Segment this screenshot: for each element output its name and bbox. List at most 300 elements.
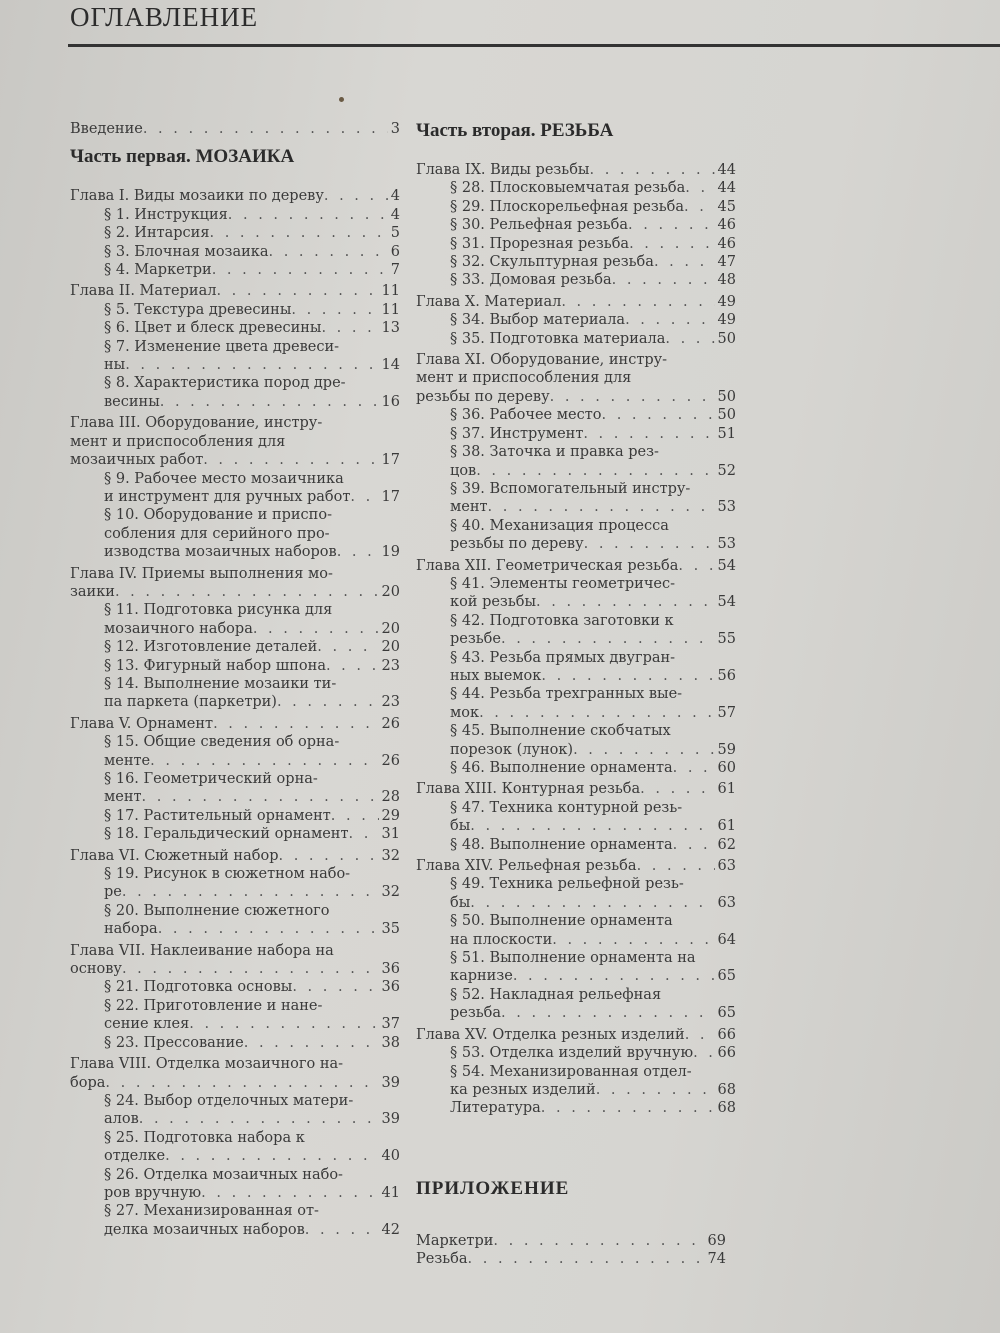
- page-title: ОГЛАВЛЕНИЕ: [70, 2, 259, 32]
- toc-entry-label: весины: [104, 393, 160, 410]
- toc-entry-label: § 24. Выбор отделочных матери-: [104, 1092, 354, 1109]
- toc-page-number: 54: [717, 594, 736, 611]
- leader-dots: [640, 780, 714, 798]
- toc-section[interactable]: [70, 1166, 400, 1203]
- leader-dots: [654, 253, 715, 271]
- toc-section[interactable]: [416, 836, 736, 854]
- leader-dots: [277, 693, 379, 711]
- toc-page-number: 59: [717, 741, 736, 758]
- toc-section[interactable]: [70, 261, 400, 279]
- leader-dots: [158, 920, 379, 938]
- toc-section[interactable]: [416, 575, 736, 612]
- leader-dots: [693, 1044, 714, 1062]
- toc-entry-label: § 11. Подготовка рисунка для: [104, 602, 333, 619]
- toc-entry-label: § 40. Механизация процесса: [450, 517, 669, 534]
- toc-entry-label: § 36. Рабочее место: [450, 407, 602, 424]
- toc-page-number: 17: [381, 452, 400, 469]
- toc-page-number: 36: [381, 979, 400, 996]
- leader-dots: [349, 825, 379, 843]
- toc-section[interactable]: [416, 480, 736, 517]
- toc-page-number: 11: [381, 283, 400, 300]
- toc-entry-label: резьбы по дереву: [416, 388, 550, 405]
- leader-dots: [561, 293, 714, 311]
- toc-entry-label: мок: [450, 704, 480, 721]
- toc-page-number: 47: [717, 254, 736, 271]
- toc-page-number: 35: [381, 921, 400, 938]
- toc-page-number: 20: [381, 639, 400, 656]
- leader-dots: [628, 216, 715, 234]
- toc-entry-label: ных выемок: [450, 667, 542, 684]
- leader-dots: [536, 593, 715, 611]
- toc-entry-label: § 6. Цвет и блеск древесины: [104, 320, 322, 337]
- toc-entry-label: менте: [104, 752, 151, 769]
- toc-entry-label: ре: [104, 884, 122, 901]
- toc-entry-label: § 25. Подготовка набора к: [104, 1129, 305, 1146]
- toc-chapter[interactable]: [416, 161, 736, 179]
- leader-dots: [513, 967, 715, 985]
- toc-entry-label: ка резных изделий: [450, 1081, 596, 1098]
- toc-chapter[interactable]: [416, 1026, 736, 1044]
- toc-page-number: 19: [381, 544, 400, 561]
- appendix-item-label: Маркетри: [416, 1233, 494, 1249]
- toc-page-number: 17: [381, 488, 400, 505]
- toc-entry-label: карнизе: [450, 968, 513, 985]
- toc-entry-label: резьба: [450, 1005, 502, 1022]
- toc-page-number: 51: [717, 425, 736, 442]
- leader-dots: [212, 261, 388, 279]
- toc-section[interactable]: [70, 807, 400, 825]
- leader-dots: [337, 543, 379, 561]
- toc-page-number: 50: [717, 330, 736, 347]
- toc-entry-label: § 4. Маркетри: [104, 262, 212, 279]
- toc-chapter[interactable]: [70, 847, 400, 865]
- toc-entry-label: мозаичных работ: [70, 452, 204, 469]
- toc-entry-label: § 35. Подготовка материала: [450, 330, 666, 347]
- toc-chapter[interactable]: [416, 780, 736, 798]
- toc-page-number: 53: [717, 536, 736, 553]
- toc-entry-label: § 17. Растительный орнамент: [104, 807, 331, 824]
- toc-page-number: 45: [717, 198, 736, 215]
- toc-section[interactable]: [416, 425, 736, 443]
- toc-entry-label: мент и приспособления для: [416, 370, 632, 387]
- leader-dots: [665, 330, 714, 348]
- toc-entry-label: Глава XIV. Рельефная резьба: [416, 858, 637, 875]
- toc-section[interactable]: [70, 374, 400, 411]
- toc-page-number: 50: [717, 407, 736, 424]
- toc-entry-label: § 15. Общие сведения об орна-: [104, 734, 340, 751]
- toc-entry-label: ров вручную: [104, 1184, 202, 1201]
- toc-section[interactable]: [70, 506, 400, 561]
- leader-dots: [573, 741, 714, 759]
- toc-page-number: 49: [717, 312, 736, 329]
- toc-section[interactable]: [70, 601, 400, 638]
- leader-dots: [201, 1184, 378, 1202]
- toc-entry-label: резьбы по дереву: [450, 536, 584, 553]
- toc-entry-label: алов: [104, 1111, 139, 1128]
- toc-page-number: 23: [381, 657, 400, 674]
- toc-page-number: 39: [381, 1111, 400, 1128]
- leader-dots: [326, 657, 379, 675]
- toc-page-number: 31: [381, 826, 400, 843]
- leader-dots: [678, 557, 714, 575]
- toc-page-number: 46: [717, 235, 736, 252]
- toc-section[interactable]: [70, 470, 400, 507]
- leader-dots: [584, 535, 715, 553]
- toc-entry-label: § 7. Изменение цвета древеси-: [104, 338, 340, 355]
- toc-entry-label: § 32. Скульптурная резьба: [450, 254, 654, 271]
- toc-entry-label: Глава I. Виды мозаики по дереву: [70, 188, 324, 205]
- toc-page-number: 23: [381, 694, 400, 711]
- toc-entry-label: § 46. Выполнение орнамента: [450, 760, 673, 776]
- leader-dots: [305, 1221, 379, 1239]
- leader-dots: [278, 847, 378, 865]
- toc-section[interactable]: [70, 243, 400, 261]
- toc-page-number: 54: [717, 557, 736, 574]
- toc-entry-label: мозаичного набора: [104, 620, 253, 637]
- toc-entry-label: § 19. Рисунок в сюжетном набо-: [104, 866, 351, 883]
- leader-dots: [165, 1147, 378, 1165]
- toc-section[interactable]: [70, 301, 400, 319]
- toc-chapter[interactable]: [416, 351, 736, 406]
- toc-section[interactable]: [70, 825, 400, 843]
- appendix-item[interactable]: [416, 1250, 726, 1268]
- toc-page-number: 6: [390, 243, 400, 260]
- toc-chapter[interactable]: [416, 857, 736, 875]
- toc-entry-label: основу: [70, 961, 122, 978]
- leader-dots: [476, 462, 714, 480]
- toc-section[interactable]: [70, 206, 400, 224]
- toc-chapter[interactable]: [416, 557, 736, 575]
- toc-section[interactable]: [70, 657, 400, 675]
- toc-entry-label: § 54. Механизированная отдел-: [450, 1063, 692, 1080]
- toc-entry-label: § 21. Подготовка основы: [104, 979, 293, 996]
- leader-dots: [596, 1081, 715, 1099]
- part-name: РЕЗЬБА: [540, 120, 614, 141]
- toc-page-number: 61: [717, 818, 736, 835]
- leader-dots: [125, 356, 378, 374]
- toc-section[interactable]: [70, 319, 400, 337]
- toc-entry-label: мент: [104, 789, 142, 806]
- toc-entry-label: Глава III. Оборудование, инстру-: [70, 415, 323, 432]
- leader-dots: [331, 807, 379, 825]
- leader-dots: [685, 179, 714, 197]
- toc-page-number: 20: [381, 583, 400, 600]
- toc-entry-label: Глава V. Орнамент: [70, 715, 214, 732]
- toc-entry-label: § 50. Выполнение орнамента: [450, 913, 673, 930]
- toc-section[interactable]: [416, 649, 736, 686]
- toc-chapter[interactable]: [70, 715, 400, 733]
- toc-page-number: 68: [717, 1081, 736, 1098]
- toc-section[interactable]: [70, 224, 400, 242]
- toc-section[interactable]: [416, 875, 736, 912]
- toc-chapter[interactable]: [70, 414, 400, 469]
- leader-dots: [501, 1004, 715, 1022]
- toc-chapter[interactable]: [70, 1055, 400, 1092]
- leader-dots: [268, 243, 387, 261]
- toc-entry-label: § 48. Выполнение орнамента: [450, 836, 673, 853]
- leader-dots: [501, 630, 715, 648]
- toc-page-number: 63: [717, 858, 736, 875]
- leader-dots: [150, 752, 378, 770]
- toc-page-number: 64: [717, 931, 736, 948]
- leader-dots: [291, 301, 378, 319]
- toc-page-number: 4: [390, 188, 400, 205]
- leader-dots: [253, 620, 379, 638]
- leader-dots: [321, 319, 378, 337]
- toc-entry-label: Глава IV. Приемы выполнения мо-: [70, 565, 333, 582]
- toc-section[interactable]: [416, 271, 736, 289]
- leader-dots: [350, 488, 378, 506]
- toc-chapter[interactable]: [70, 282, 400, 300]
- toc-section[interactable]: [70, 733, 400, 770]
- toc-section[interactable]: [70, 675, 400, 712]
- leader-dots: [189, 1015, 378, 1033]
- toc-section[interactable]: [70, 865, 400, 902]
- leader-dots: [479, 704, 714, 722]
- toc-chapter[interactable]: [70, 187, 400, 205]
- toc-section[interactable]: [70, 902, 400, 939]
- appendix-title: ПРИЛОЖЕНИЕ: [416, 1178, 570, 1199]
- toc-entry-label: § 33. Домовая резьба: [450, 272, 612, 289]
- leader-dots: [324, 187, 388, 205]
- leader-dots: [470, 817, 714, 835]
- toc-section[interactable]: [416, 612, 736, 649]
- toc-page-number: 28: [381, 789, 400, 806]
- toc-entry-label: цов: [450, 462, 477, 479]
- toc-entry-label: § 49. Техника рельефной резь-: [450, 876, 684, 893]
- toc-entry-label: § 23. Прессование: [104, 1034, 244, 1051]
- toc-entry-label: бы: [450, 894, 471, 911]
- toc-section[interactable]: [416, 986, 736, 1023]
- toc-section[interactable]: [416, 1063, 736, 1100]
- toc-page-number: 29: [381, 807, 400, 824]
- toc-chapter[interactable]: [70, 942, 400, 979]
- toc-page-number: 60: [717, 760, 736, 776]
- toc-entry-label: § 8. Характеристика пород дре-: [104, 375, 346, 392]
- toc-page-number: 62: [717, 836, 736, 853]
- toc-page-number: 38: [381, 1034, 400, 1051]
- toc-page-number: 44: [717, 180, 736, 197]
- toc-entry-label: § 45. Выполнение скобчатых: [450, 723, 671, 740]
- toc-entry-label: § 53. Отделка изделий вручную: [450, 1045, 694, 1062]
- leader-dots: [550, 388, 715, 406]
- toc-section[interactable]: [416, 330, 736, 348]
- appendix-item-label: Резьба: [416, 1251, 468, 1268]
- toc-page-number: 36: [381, 961, 400, 978]
- toc-section[interactable]: [416, 759, 736, 777]
- leader-dots: [673, 836, 715, 854]
- leader-dots: [629, 235, 714, 253]
- toc-section[interactable]: [70, 1092, 400, 1129]
- leader-dots: [216, 282, 378, 300]
- toc-section[interactable]: [416, 1099, 736, 1117]
- toc-section[interactable]: [416, 799, 736, 836]
- toc-entry-label: мент: [450, 499, 488, 516]
- leader-dots: [493, 1232, 704, 1250]
- toc-entry-label: § 37. Инструмент: [450, 425, 584, 442]
- toc-section[interactable]: [70, 978, 400, 996]
- toc-entry-label: бы: [450, 818, 471, 835]
- toc-entry-label: Глава VI. Сюжетный набор: [70, 847, 279, 864]
- appendix-item[interactable]: [416, 1232, 726, 1250]
- toc-entry-label: Глава XV. Отделка резных изделий: [416, 1026, 685, 1043]
- toc-entry-label: порезок (лунок): [450, 741, 574, 758]
- leader-dots: [317, 638, 378, 656]
- leader-dots: [160, 393, 379, 411]
- toc-section[interactable]: [416, 311, 736, 329]
- toc-chapter[interactable]: [416, 293, 736, 311]
- toc-page-number: 65: [717, 968, 736, 985]
- leader-dots: [139, 1110, 379, 1128]
- toc-entry-intro[interactable]: [70, 120, 400, 138]
- toc-page-number: 74: [707, 1251, 726, 1268]
- toc-entry-label: § 20. Выполнение сюжетного: [104, 902, 330, 919]
- toc-section[interactable]: [416, 198, 736, 216]
- toc-page-number: 46: [717, 217, 736, 234]
- toc-entry-label: § 43. Резьба прямых двугран-: [450, 649, 676, 666]
- toc-entry-label: сение клея: [104, 1016, 190, 1033]
- part-label: Часть вторая.: [416, 120, 536, 141]
- toc-page-number: 48: [717, 272, 736, 289]
- leader-dots: [115, 583, 379, 601]
- toc-page-number: 66: [717, 1045, 736, 1062]
- toc-entry-label: изводства мозаичных наборов: [104, 544, 337, 561]
- toc-section[interactable]: [70, 997, 400, 1034]
- toc-page-number: 55: [717, 631, 736, 648]
- toc-entry-label: § 27. Механизированная от-: [104, 1203, 319, 1220]
- toc-entry-label: Глава VII. Наклеивание набора на: [70, 942, 334, 959]
- toc-section[interactable]: [416, 722, 736, 759]
- toc-page-number: 57: [717, 704, 736, 721]
- header-rule: [68, 44, 1000, 47]
- toc-section[interactable]: [416, 235, 736, 253]
- part-heading-2: [416, 118, 736, 144]
- toc-entry-label: § 29. Плоскорельефная резьба: [450, 198, 685, 215]
- toc-page-number: 26: [381, 752, 400, 769]
- toc-entry-label: Глава IX. Виды резьбы: [416, 162, 590, 178]
- toc-page-number: 53: [717, 499, 736, 516]
- toc-entry-label: резьбе: [450, 631, 501, 648]
- toc-entry-label: § 38. Заточка и правка рез-: [450, 444, 659, 461]
- toc-page-number: 42: [381, 1221, 400, 1238]
- toc-entry-label: Глава XII. Геометрическая резьба: [416, 557, 679, 574]
- leader-dots: [583, 425, 714, 443]
- toc-page-number: 41: [381, 1184, 400, 1201]
- toc-left-column: [70, 120, 400, 1239]
- toc-page-number: 4: [390, 206, 400, 223]
- toc-entry-label: § 12. Изготовление деталей: [104, 639, 318, 656]
- toc-section[interactable]: [416, 912, 736, 949]
- toc-page-number: 11: [381, 301, 400, 318]
- toc-entry-label: § 39. Вспомогательный инстру-: [450, 480, 691, 497]
- toc-page-number: 7: [390, 262, 400, 279]
- toc-page-number: 66: [717, 1026, 736, 1043]
- toc-section[interactable]: [416, 517, 736, 554]
- toc-page-number: 69: [707, 1233, 726, 1249]
- toc-section[interactable]: [416, 406, 736, 424]
- leader-dots: [552, 931, 714, 949]
- toc-page-number: 49: [717, 293, 736, 310]
- leader-dots: [143, 120, 388, 138]
- toc-page-number: 3: [390, 121, 400, 137]
- toc-page-number: 14: [381, 357, 400, 374]
- toc-entry-label: и инструмент для ручных работ: [104, 488, 351, 505]
- toc-section[interactable]: [416, 179, 736, 197]
- leader-dots: [468, 1250, 705, 1268]
- leader-dots: [685, 1026, 715, 1044]
- toc-section[interactable]: [416, 685, 736, 722]
- toc-page-number: 32: [381, 884, 400, 901]
- toc-section[interactable]: [70, 770, 400, 807]
- toc-list-left: [70, 187, 400, 1239]
- toc-entry-label: § 31. Прорезная резьба: [450, 235, 630, 252]
- toc-entry-label: Глава VIII. Отделка мозаичного на-: [70, 1056, 344, 1073]
- toc-section[interactable]: [70, 338, 400, 375]
- leader-dots: [213, 715, 378, 733]
- toc-section[interactable]: [70, 1034, 400, 1052]
- leader-dots: [244, 1034, 379, 1052]
- toc-entry-label: § 18. Геральдический орнамент: [104, 826, 349, 843]
- toc-entry-label: па паркета (паркетри): [104, 694, 277, 711]
- appendix-list: [416, 1232, 726, 1269]
- toc-page-number: 13: [381, 320, 400, 337]
- toc-entry-label: § 3. Блочная мозаика: [104, 243, 269, 260]
- toc-entry-label: заики: [70, 583, 115, 600]
- toc-entry-label: § 13. Фигурный набор шпона: [104, 657, 326, 674]
- toc-entry-label: § 14. Выполнение мозаики ти-: [104, 675, 337, 692]
- toc-section[interactable]: [416, 949, 736, 986]
- toc-entry-label: Введение: [70, 121, 143, 137]
- toc-entry-label: мент и приспособления для: [70, 433, 286, 450]
- toc-section[interactable]: [416, 1044, 736, 1062]
- leader-dots: [228, 206, 388, 224]
- toc-page-number: 65: [717, 1005, 736, 1022]
- toc-entry-label: § 2. Интарсия: [104, 225, 210, 242]
- leader-dots: [470, 894, 714, 912]
- toc-entry-label: § 16. Геометрический орна-: [104, 771, 318, 787]
- leader-dots: [142, 788, 379, 806]
- toc-section[interactable]: [70, 638, 400, 656]
- toc-entry-label: § 34. Выбор материала: [450, 312, 626, 329]
- toc-page-number: 32: [381, 847, 400, 864]
- leader-dots: [673, 759, 715, 777]
- ink-speck: [339, 97, 344, 102]
- toc-page-number: 5: [390, 225, 400, 242]
- leader-dots: [601, 406, 714, 424]
- toc-section[interactable]: [70, 1129, 400, 1166]
- leader-dots: [637, 857, 715, 875]
- toc-section[interactable]: [416, 216, 736, 234]
- toc-page-number: 39: [381, 1074, 400, 1091]
- toc-entry-label: Глава II. Материал: [70, 283, 217, 300]
- leader-dots: [541, 1099, 715, 1117]
- toc-entry-label: набора: [104, 921, 158, 938]
- leader-dots: [488, 498, 715, 516]
- toc-page-number: 61: [717, 781, 736, 798]
- toc-entry-label: § 9. Рабочее место мозаичника: [104, 470, 344, 487]
- leader-dots: [122, 960, 379, 978]
- leader-dots: [105, 1074, 378, 1092]
- toc-entry-label: § 51. Выполнение орнамента на: [450, 950, 696, 967]
- toc-entry-label: Глава X. Материал: [416, 293, 562, 310]
- toc-section[interactable]: [70, 1202, 400, 1239]
- toc-section[interactable]: [416, 443, 736, 480]
- toc-section[interactable]: [416, 253, 736, 271]
- toc-page-number: 26: [381, 715, 400, 732]
- toc-page-number: 37: [381, 1016, 400, 1033]
- toc-entry-label: § 22. Приготовление и нане-: [104, 997, 323, 1014]
- toc-chapter[interactable]: [70, 565, 400, 602]
